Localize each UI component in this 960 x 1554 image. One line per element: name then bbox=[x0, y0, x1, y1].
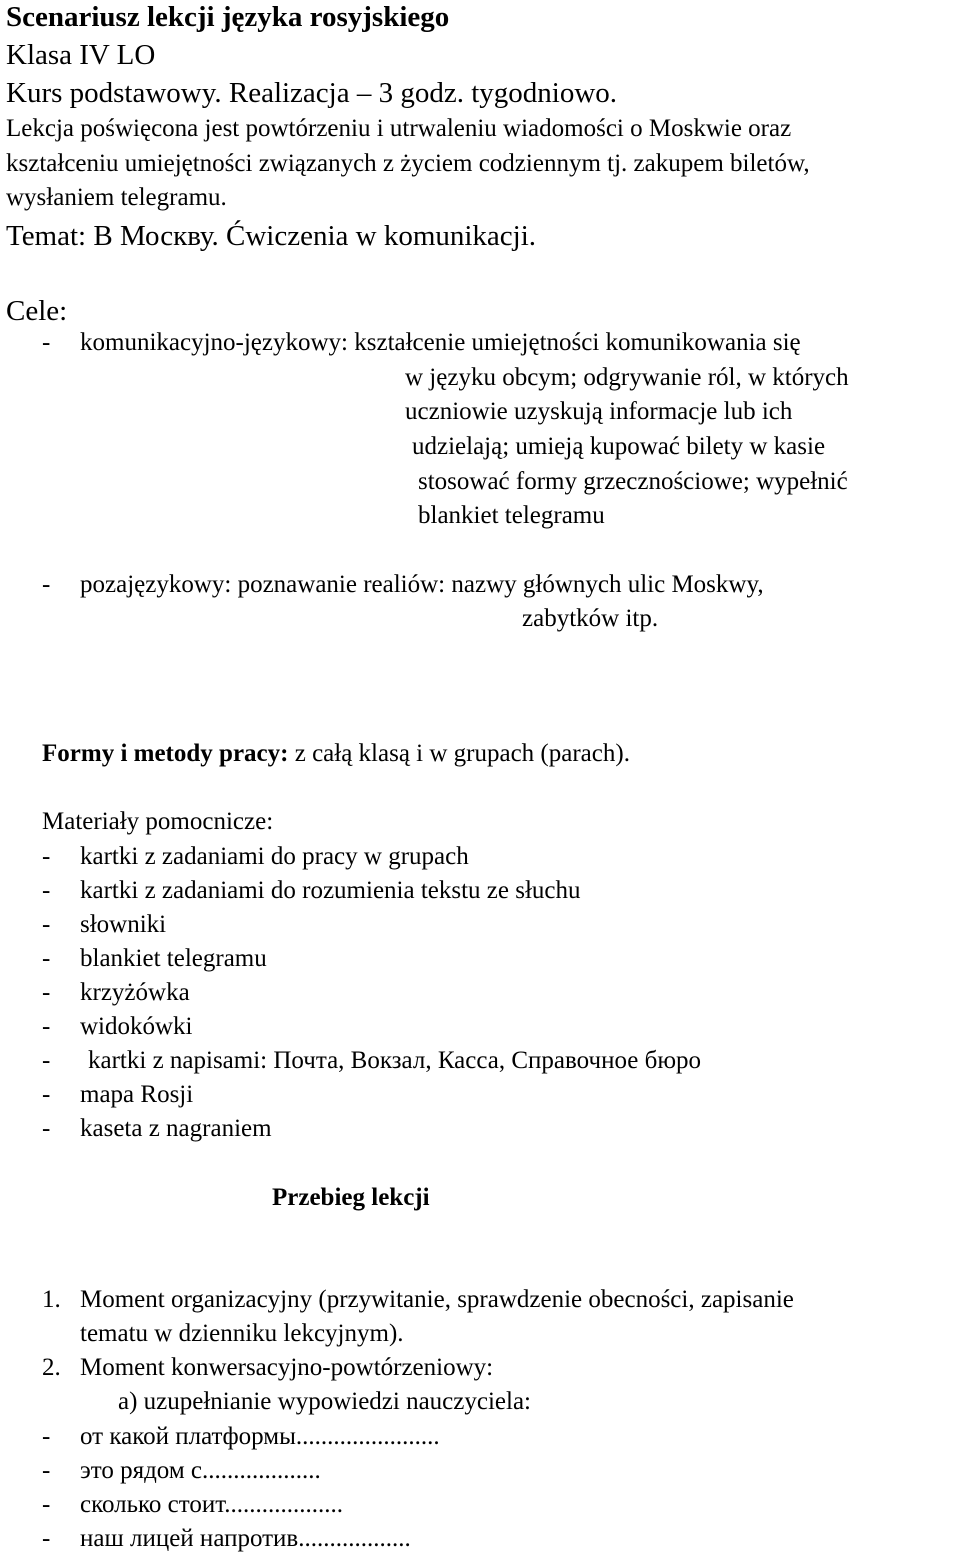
topic-line: Temat: В Москву. Ćwiczenia w komunikacji. bbox=[6, 220, 537, 252]
materials-item: blankiet telegramu bbox=[80, 945, 267, 972]
materials-dash: - bbox=[42, 945, 51, 972]
phrase-item: наш лицей напротив.................. bbox=[80, 1525, 411, 1552]
course-line: Kurs podstawowy. Realizacja – 3 godz. tygodniowo. bbox=[6, 77, 618, 109]
phrase-item: сколько стоит................... bbox=[80, 1491, 344, 1518]
class-line: Klasa IV LO bbox=[6, 39, 156, 71]
step-2-text: Moment konwersacyjno-powtórzeniowy: bbox=[80, 1354, 494, 1381]
materials-item: mapa Rosji bbox=[80, 1081, 194, 1108]
materials-item: widokówki bbox=[80, 1013, 193, 1040]
methods-label: Formy i metody pracy: bbox=[42, 740, 289, 767]
phrase-dash: - bbox=[42, 1457, 51, 1484]
goal-communicative-line-1: komunikacyjno-językowy: kształcenie umiejętności komunikowania się bbox=[80, 329, 801, 356]
goals-heading: Cele: bbox=[6, 295, 68, 327]
step-2a-text: a) uzupełnianie wypowiedzi nauczyciela: bbox=[118, 1388, 532, 1415]
materials-dash: - bbox=[42, 843, 51, 870]
methods-line bbox=[42, 739, 630, 769]
phrase-dash: - bbox=[42, 1491, 51, 1518]
goal-extralinguistic-line-2: zabytków itp. bbox=[522, 605, 659, 632]
step-1-line-2: tematu w dzienniku lekcyjnym). bbox=[80, 1320, 404, 1347]
materials-dash: - bbox=[42, 911, 51, 938]
lesson-heading: Przebieg lekcji bbox=[272, 1184, 430, 1211]
phrase-item: это рядом с................... bbox=[80, 1457, 321, 1484]
materials-item: kartki z napisami: Почта, Вокзал, Касса, Справочное бюро bbox=[88, 1047, 702, 1074]
methods-value: z całą klasą i w grupach (parach). bbox=[288, 740, 630, 767]
materials-dash: - bbox=[42, 1115, 51, 1142]
goal-communicative-line-2: w języku obcym; odgrywanie ról, w których bbox=[405, 364, 849, 391]
goal-communicative-line-5: stosować formy grzecznościowe; wypełnić bbox=[418, 468, 848, 495]
step-1-line-1: Moment organizacyjny (przywitanie, sprawdzenie obecności, zapisanie bbox=[80, 1286, 794, 1313]
goal-communicative-line-3: uczniowie uzyskują informacje lub ich bbox=[405, 398, 793, 425]
goal-dash-1: - bbox=[42, 329, 51, 356]
materials-dash: - bbox=[42, 1013, 51, 1040]
intro-line-1: Lekcja poświęcona jest powtórzeniu i utrwaleniu wiadomości o Moskwie oraz bbox=[6, 115, 792, 142]
phrase-dash: - bbox=[42, 1423, 51, 1450]
step-2-number: 2. bbox=[42, 1354, 61, 1381]
goal-communicative-line-6: blankiet telegramu bbox=[418, 502, 605, 529]
goal-extralinguistic-line-1: pozajęzykowy: poznawanie realiów: nazwy głównych ulic Moskwy, bbox=[80, 571, 764, 598]
materials-item: krzyżówka bbox=[80, 979, 190, 1006]
materials-item: kaseta z nagraniem bbox=[80, 1115, 272, 1142]
materials-dash: - bbox=[42, 877, 51, 904]
step-1-number: 1. bbox=[42, 1286, 61, 1313]
document-title: Scenariusz lekcji języka rosyjskiego bbox=[6, 1, 450, 33]
materials-heading: Materiały pomocnicze: bbox=[42, 808, 274, 835]
materials-item: kartki z zadaniami do pracy w grupach bbox=[80, 843, 469, 870]
materials-item: kartki z zadaniami do rozumienia tekstu ze słuchu bbox=[80, 877, 581, 904]
intro-line-3: wysłaniem telegramu. bbox=[6, 184, 227, 211]
phrase-dash: - bbox=[42, 1525, 51, 1552]
materials-dash: - bbox=[42, 1047, 51, 1074]
intro-line-2: kształceniu umiejętności związanych z życiem codziennym tj. zakupem biletów, bbox=[6, 150, 810, 177]
materials-dash: - bbox=[42, 979, 51, 1006]
phrase-item: от какой платформы....................... bbox=[80, 1423, 440, 1450]
materials-dash: - bbox=[42, 1081, 51, 1108]
goal-communicative-line-4: udzielają; umieją kupować bilety w kasie bbox=[412, 433, 826, 460]
materials-item: słowniki bbox=[80, 911, 167, 938]
goal-dash-2: - bbox=[42, 571, 51, 598]
